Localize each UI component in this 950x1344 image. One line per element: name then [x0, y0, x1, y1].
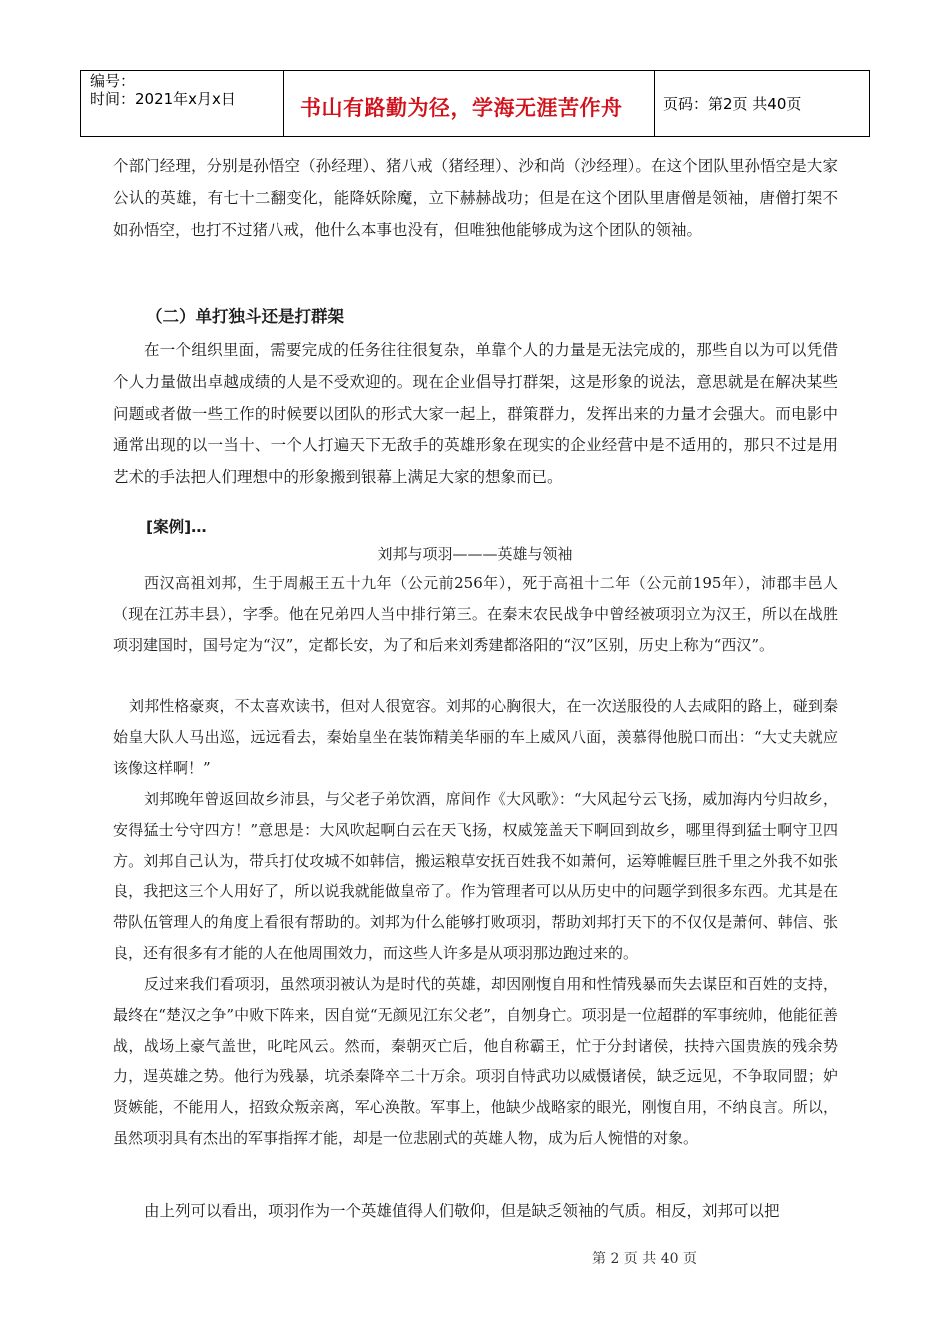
story-paragraph-3: 刘邦晚年曾返回故乡沛县，与父老子弟饮酒，席间作《大风歌》：“大风起兮云飞扬，威加海内兮归故乡，安得猛士兮守四方！”意思是：大风吹起啊白云在天飞扬，权威笼盖天下啊回到故乡，哪里得到猛士啊守卫四方。刘邦自己认为，带兵打仗攻城不如韩信，搬运粮草安抚百姓我不如萧何，运筹帷幄巨胜千里之外我不如张良，我把这三个人用好了，所以说我就能做皇帝了。作为管理者可以从历史中的问题学到很多东西。尤其是在带队伍管理人的角度上看很有帮助的。刘邦为什么能够打败项羽，帮助刘邦打天下的不仅仅是萧何、韩信、张良，还有很多有才能的人在他周围效力，而这些人许多是从项羽那边跑过来的。	[113, 790, 838, 962]
story-paragraph-1: 西汉高祖刘邦，生于周赧王五十九年（公元前256年），死于高祖十二年（公元前195年），沛郡丰邑人（现在江苏丰县），字季。他在兄弟四人当中排行第三。在秦末农民战争中曾经被项羽立为汉王，所以在战胜项羽建国时，国号定为“汉”，定都长安，为了和后来刘秀建都洛阳的“汉”区别，历史上称为“西汉”。	[113, 574, 838, 654]
header-divider-2	[654, 70, 655, 137]
intro-paragraph: 个部门经理，分别是孙悟空（孙经理）、猪八戒（猪经理）、沙和尚（沙经理）。在这个团队里孙悟空是大家公认的英雄，有七十二翻变化，能降妖除魔，立下赫赫战功；但是在这个团队里唐僧是领袖，唐僧打架不如孙悟空，也打不过猪八戒，他什么本事也没有，但唯独他能够成为这个团队的领袖。	[113, 157, 838, 239]
header-motto: 书山有路勤为径，学海无涯苦作舟	[300, 96, 623, 120]
header-number-label: 编号：	[90, 72, 136, 90]
header-bottom-border	[80, 136, 869, 137]
header-meta	[90, 72, 236, 108]
section-heading: （二）单打独斗还是打群架	[146, 307, 344, 326]
section-paragraph: 在一个组织里面，需要完成的任务往往很复杂，单靠个人的力量是无法完成的，那些自以为可以凭借个人力量做出卓越成绩的人是不受欢迎的。现在企业倡导打群架，这是形象的说法，意思就是在解决某些问题或者做一些工作的时候要以团队的形式大家一起上，群策群力，发挥出来的力量才会强大。而电影中通常出现的以一当十、一个人打遍天下无敌手的英雄形象在现实的企业经营中是不适用的，那只不过是用艺术的手法把人们理想中的形象搬到银幕上满足大家的想象而已。	[113, 341, 838, 487]
header-time-label: 时间：2021年x月x日	[90, 90, 236, 108]
conclusion-paragraph: 由上列可以看出，项羽作为一个英雄值得人们敬仰，但是缺乏领袖的气质。相反，刘邦可以把	[144, 1202, 780, 1220]
header-top-border	[80, 70, 869, 71]
header-right-border	[869, 70, 870, 137]
page-footer: 第 2 页 共 40 页	[592, 1251, 697, 1267]
header-left-border	[80, 70, 81, 137]
story-paragraph-4: 反过来我们看项羽，虽然项羽被认为是时代的英雄，却因刚愎自用和性情残暴而失去谋臣和百姓的支持，最终在“楚汉之争”中败下阵来，因自觉“无颜见江东父老”，自刎身亡。项羽是一位超群的军事统帅，他能征善战，战场上豪气盖世，叱咤风云。然而，秦朝灭亡后，他自称霸王，忙于分封诸侯，扶持六国贵族的残余势力，逞英雄之势。他行为残暴，坑杀秦降卒二十万余。项羽自恃武功以威慑诸侯，缺乏远见，不争取同盟；妒贤嫉能，不能用人，招致众叛亲离，军心涣散。军事上，他缺少战略家的眼光，刚愎自用，不纳良言。所以，虽然项羽具有杰出的军事指挥才能，却是一位悲剧式的英雄人物，成为后人惋惜的对象。	[113, 975, 838, 1147]
header-divider-1	[283, 70, 284, 137]
story-paragraph-2: 刘邦性格豪爽，不太喜欢读书，但对人很宽容。刘邦的心胸很大，在一次送服役的人去咸阳的路上，碰到秦始皇大队人马出巡，远远看去，秦始皇坐在装饰精美华丽的车上威风八面，羡慕得他脱口而出：“大丈夫就应该像这样啊！”	[113, 697, 838, 777]
case-label: [案例]…	[146, 518, 207, 536]
header-page-info: 页码：第2页 共40页	[663, 95, 802, 113]
story-title: 刘邦与项羽———英雄与领袖	[377, 545, 573, 563]
